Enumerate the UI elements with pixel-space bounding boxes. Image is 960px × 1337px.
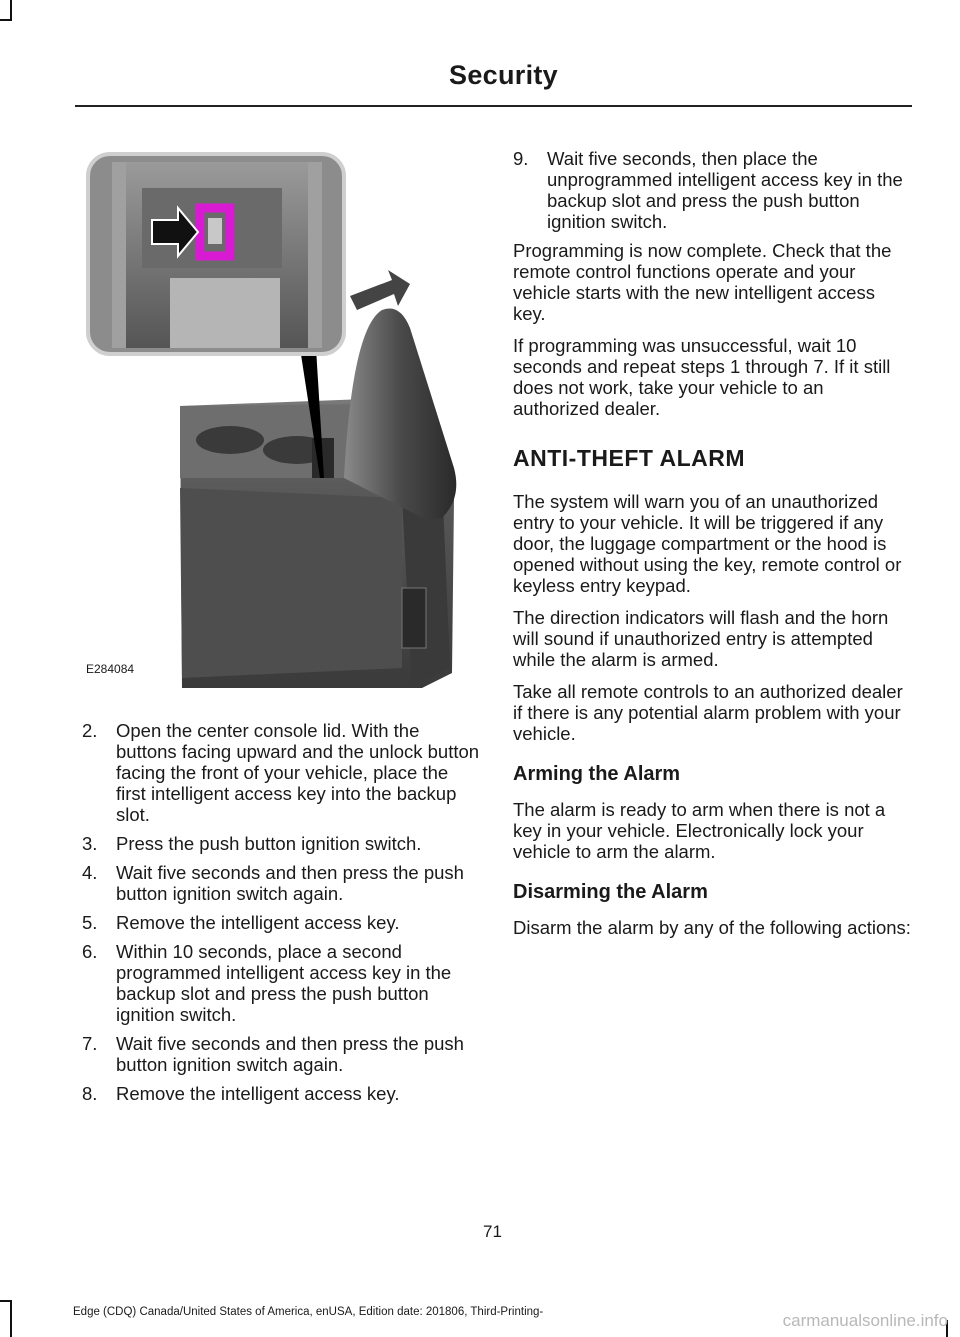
list-item: 4. Wait five seconds and then press the push button ignition switch again.	[82, 862, 464, 904]
list-item: 5. Remove the intelligent access key.	[82, 912, 400, 933]
header-divider	[75, 105, 912, 107]
paragraph-programming-complete: Programming is now complete. Check that the remote control functions operate and your vehicle starts with the new intelligent access key.	[513, 240, 892, 324]
open-arrow-icon	[350, 270, 410, 310]
paragraph-direction-indicators: The direction indicators will flash and the horn will sound if unauthorized entry is attempted while the alarm is armed.	[513, 607, 889, 670]
list-item: 6. Within 10 seconds, place a second programmed intelligent access key in the backup slot and press the push button ignition switch.	[82, 941, 452, 1025]
key-in-slot	[208, 218, 222, 244]
inset-rail-left	[112, 162, 126, 348]
section-heading-anti-theft-alarm: ANTI-THEFT ALARM	[513, 445, 745, 471]
list-item: 3. Press the push button ignition switch.	[82, 833, 422, 854]
paragraph-system-warn: The system will warn you of an unauthorized entry to your vehicle. It will be triggered if any door, the luggage compartment or the hood is opened without using the key, remote control or keyless entry keypad.	[513, 491, 902, 596]
page-title: Security	[449, 60, 558, 90]
right-column	[513, 148, 911, 949]
paragraph-disarming: Disarm the alarm by any of the following actions:	[513, 917, 911, 938]
list-item: 7. Wait five seconds and then press the push button ignition switch again.	[82, 1033, 464, 1075]
figure-code: E284084	[86, 662, 135, 676]
left-column	[82, 720, 482, 1112]
inset-tray	[170, 278, 280, 348]
paragraph-remote-controls-dealer: Take all remote controls to an authorized dealer if there is any potential alarm problem with your vehicle.	[513, 681, 903, 744]
steps-list-continued	[513, 148, 911, 232]
edition-info: Edge (CDQ) Canada/United States of America, enUSA, Edition date: 201806, Third-Printing-	[73, 1306, 544, 1318]
crop-mark	[10, 0, 12, 20]
cup-holder	[196, 426, 264, 454]
subheading-disarming-alarm: Disarming the Alarm	[513, 881, 708, 903]
crop-mark	[10, 1300, 12, 1337]
inset-rail-right	[308, 162, 322, 348]
list-item: 8. Remove the intelligent access key.	[82, 1083, 400, 1104]
subheading-arming-alarm: Arming the Alarm	[513, 763, 681, 785]
paragraph-programming-unsuccessful: If programming was unsuccessful, wait 10 seconds and repeat steps 1 through 7. If it still does not work, take your vehicle to an authorized dealer.	[513, 335, 891, 419]
steps-list	[82, 720, 482, 1104]
page-number: 71	[483, 1222, 502, 1241]
crop-mark	[0, 19, 12, 21]
console-side	[180, 488, 402, 678]
paragraph-arming: The alarm is ready to arm when there is not a key in your vehicle. Electronically lock your vehicle to arm the alarm.	[513, 799, 886, 862]
side-vent	[402, 588, 426, 648]
list-item: 2. Open the center console lid. With the buttons facing upward and the unlock button facing the front of your vehicle, place the first intelligent access key into the backup slot.	[82, 720, 480, 825]
watermark: carmanualsonline.info	[782, 1311, 948, 1330]
crop-mark	[0, 1300, 12, 1302]
list-item: 9. Wait five seconds, then place the unprogrammed intelligent access key in the backup slot and press the push button ignition switch.	[513, 148, 903, 232]
console-illustration	[82, 148, 490, 688]
